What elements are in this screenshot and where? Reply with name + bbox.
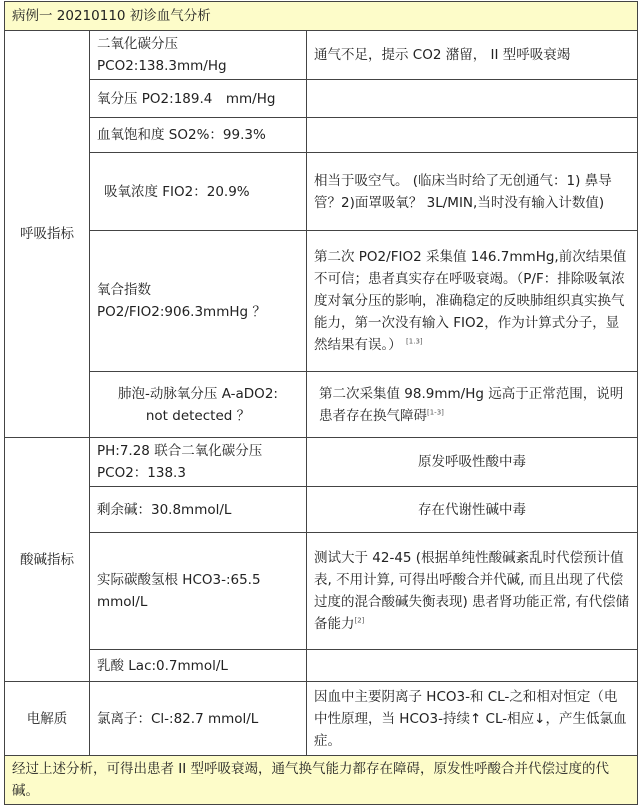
analysis-cell xyxy=(307,533,638,650)
citation: [1.3] xyxy=(406,337,423,346)
conclusion-text: 经过上述分析，可得出患者 II 型呼吸衰竭，通气换气能力都存在障碍，原发性呼酸合并代偿过度的代碱。 xyxy=(5,756,638,805)
blood-gas-table-container xyxy=(4,1,638,805)
category-respiratory: 呼吸指标 xyxy=(5,31,90,438)
indicator-line: PCO2:138.3mm/Hg xyxy=(97,58,227,74)
analysis-cell xyxy=(307,650,638,682)
indicator-cell: 血氧饱和度 SO2%：99.3% xyxy=(90,118,307,153)
indicator-cell: 剩余碱：30.8mmol/L xyxy=(90,487,307,533)
indicator-cell xyxy=(90,533,307,650)
table-row xyxy=(5,80,638,118)
indicator-cell: 氧分压 PO2:189.4 mm/Hg xyxy=(90,80,307,118)
blood-gas-analysis-table xyxy=(4,1,638,805)
table-row xyxy=(5,153,638,231)
indicator-line: 肺泡-动脉氧分压 A-aDO2: xyxy=(118,385,278,402)
indicator-cell xyxy=(90,372,307,438)
indicator-line: not detected ？ xyxy=(145,407,251,424)
table-row xyxy=(5,487,638,533)
analysis-text: 测试大于 42-45 (根据单纯性酸碱紊乱时代偿预计值表, 不用计算, 可得出呼酸合并代碱, 而且出现了代偿过度的混合酸碱失衡表现) 患者肾功能正常, 有代偿储备能力 xyxy=(314,550,630,632)
category-electrolytes: 电解质 xyxy=(5,682,90,756)
table-row xyxy=(5,118,638,153)
indicator-line: mmol/L xyxy=(97,594,148,610)
indicator-line: PH:7.28 联合二氧化碳分压 xyxy=(97,443,263,459)
analysis-cell: 原发呼吸性酸中毒 xyxy=(307,438,638,487)
citation: [2] xyxy=(354,616,365,625)
analysis-cell: 通气不足，提示 CO2 潴留， II 型呼吸衰竭 xyxy=(307,31,638,80)
indicator-cell: 氯离子：Cl-:82.7 mmol/L xyxy=(90,682,307,756)
table-row xyxy=(5,31,638,80)
analysis-cell: 相当于吸空气。 (临床当时给了无创通气：1) 鼻导管？2)面罩吸氧？ 3L/MIN,当时没有输入计数值) xyxy=(307,153,638,231)
analysis-text: 第二次采集值 98.9mm/Hg 远高于正常范围，说明患者存在换气障碍 xyxy=(319,385,624,424)
analysis-cell: 存在代谢性碱中毒 xyxy=(307,487,638,533)
table-row xyxy=(5,533,638,650)
table-title-row xyxy=(5,2,638,31)
table-title: 病例一 20210110 初诊血气分析 xyxy=(5,2,638,31)
analysis-text: 第二次 PO2/FIO2 采集值 146.7mmHg,前次结果值不可信；患者真实存在呼吸衰竭。（P/F：排除吸氧浓度对氧分压的影响，准确稳定的反映肺组织真实换气能力，第一次没有输入 FIO2，作为计算式分子，显然结果有误。） xyxy=(314,249,627,353)
indicator-cell: 乳酸 Lac:0.7mmol/L xyxy=(90,650,307,682)
analysis-cell: 因血中主要阴离子 HCO3-和 CL-之和相对恒定（电中性原理，当 HCO3-持续↑ CL-相应↓，产生低氯血症。 xyxy=(307,682,638,756)
indicator-line: 氧合指数 xyxy=(97,282,151,298)
indicator-line: 二氧化碳分压 xyxy=(97,36,178,52)
indicator-cell xyxy=(90,231,307,372)
citation: [1-3] xyxy=(427,408,444,416)
table-row xyxy=(5,650,638,682)
indicator-line: 实际碳酸氢根 HCO3-:65.5 xyxy=(97,572,261,588)
table-row xyxy=(5,231,638,372)
conclusion-row xyxy=(5,756,638,805)
indicator-cell xyxy=(90,438,307,487)
indicator-cell xyxy=(90,31,307,80)
indicator-cell: 吸氧浓度 FIO2：20.9% xyxy=(90,153,307,231)
table-row xyxy=(5,682,638,756)
table-row xyxy=(5,438,638,487)
analysis-cell xyxy=(307,80,638,118)
indicator-line: PO2/FIO2:906.3mmHg ？ xyxy=(97,304,266,320)
indicator-line: PCO2：138.3 xyxy=(97,465,186,481)
analysis-cell xyxy=(307,231,638,372)
category-acid-base: 酸碱指标 xyxy=(5,438,90,682)
analysis-cell xyxy=(307,118,638,153)
analysis-cell xyxy=(307,372,638,438)
table-row xyxy=(5,372,638,438)
